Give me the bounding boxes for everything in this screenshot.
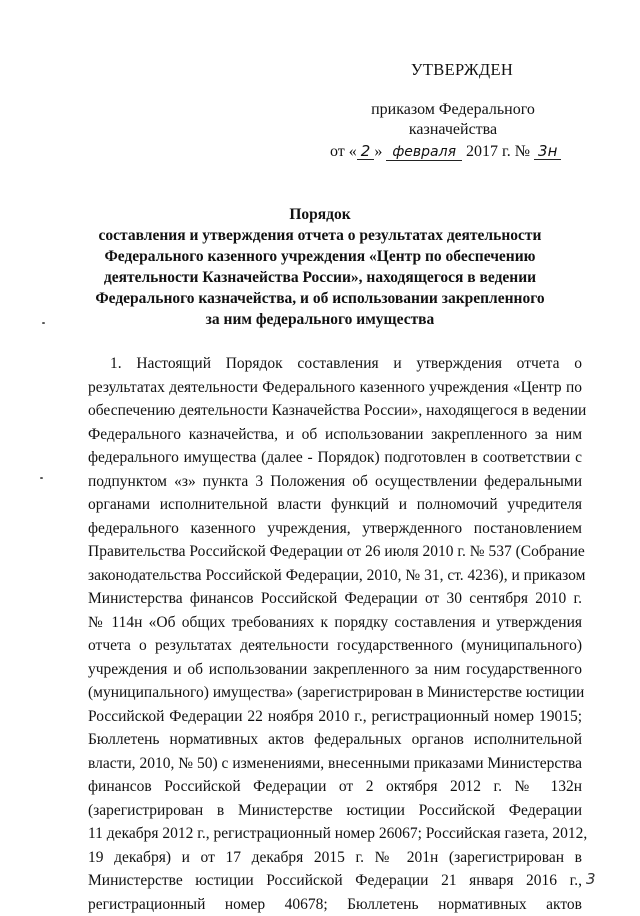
heading-line-3: Федерального казенного учреждения «Центр по обеспечению	[60, 246, 580, 267]
body-line: (муниципального) имущества» (зарегистрирован в Министерстве юстиции	[88, 681, 582, 705]
body-line: учреждения и об использовании закрепленного за ним государственного	[88, 658, 582, 682]
body-line: законодательства Российской Федерации, 2010, № 31, ст. 4236), и приказом	[88, 564, 582, 588]
heading-line-2: составления и утверждения отчета о результатах деятельности	[60, 225, 580, 246]
body-line: Министерстве юстиции Российской Федерации 21 января 2016 г.,	[88, 869, 582, 893]
body-line: Министерства финансов Российской Федерации от 30 сентября 2010 г.	[88, 587, 582, 611]
body-line: органами исполнительной власти функций и полномочий учредителя	[88, 493, 582, 517]
body-line: власти, 2010, № 50) с изменениями, внесенными приказами Министерства	[88, 752, 582, 776]
body-line: федерального имущества (далее - Порядок) подготовлен в соответствии с	[88, 446, 582, 470]
body-line: 11 декабря 2012 г., регистрационный номер 26067; Российская газета, 2012,	[88, 822, 582, 846]
body-line: 1. Настоящий Порядок составления и утверждения отчета о	[88, 352, 582, 376]
body-line: федерального казенного учреждения, утвержденного постановлением	[88, 517, 582, 541]
date-mid: »	[374, 143, 382, 160]
date-prefix: от «	[330, 143, 357, 160]
handwritten-month: февраля	[386, 144, 462, 161]
body-line: отчета о результатах деятельности государственного (муниципального)	[88, 634, 582, 658]
body-line: регистрационный номер 40678; Бюллетень нормативных актов	[88, 893, 582, 916]
body-line: Бюллетень нормативных актов федеральных органов исполнительной	[88, 728, 582, 752]
document-heading	[60, 204, 580, 330]
body-line: Федерального казначейства, и об использовании закрепленного за ним	[88, 423, 582, 447]
heading-line-5: Федерального казначейства, и об использовании закрепленного	[60, 288, 580, 309]
handwritten-day: 2	[357, 143, 375, 160]
body-line: 19 декабря) и от 17 декабря 2015 г. № 201н (зарегистрирован в	[88, 846, 582, 870]
heading-line-4: деятельности Казначейства России», находящегося в ведении	[60, 267, 580, 288]
body-line: обеспечению деятельности Казначейства России», находящегося в ведении	[88, 399, 582, 423]
body-line: результатах деятельности Федерального казенного учреждения «Центр по	[88, 376, 582, 400]
body-line: № 114н «Об общих требованиях к порядку составления и утверждения	[88, 611, 582, 635]
scan-speck	[42, 322, 45, 324]
approval-line-2: казначейства	[318, 120, 588, 140]
body-line: подпунктом «з» пункта 3 Положения об осуществлении федеральными	[88, 470, 582, 494]
approval-title: УТВЕРЖДЕН	[318, 60, 588, 80]
scan-speck	[40, 477, 43, 479]
order-date-line	[330, 142, 630, 162]
approval-line-1: приказом Федерального	[318, 100, 588, 120]
body-line: Российской Федерации 22 ноября 2010 г., регистрационный номер 19015;	[88, 705, 582, 729]
heading-line-6: за ним федерального имущества	[60, 309, 580, 330]
page-number: 3	[586, 870, 596, 888]
approval-stamp-block	[318, 60, 588, 140]
body-line: Правительства Российской Федерации от 26 июля 2010 г. № 537 (Собрание	[88, 540, 582, 564]
heading-line-1: Порядок	[60, 204, 580, 225]
year-text: 2017 г. №	[466, 143, 530, 160]
handwritten-number: 3н	[534, 143, 561, 160]
body-line: финансов Российской Федерации от 2 октября 2012 г. № 132н	[88, 775, 582, 799]
body-line: (зарегистрирован в Министерстве юстиции Российской Федерации	[88, 799, 582, 823]
body-paragraph	[88, 352, 582, 916]
